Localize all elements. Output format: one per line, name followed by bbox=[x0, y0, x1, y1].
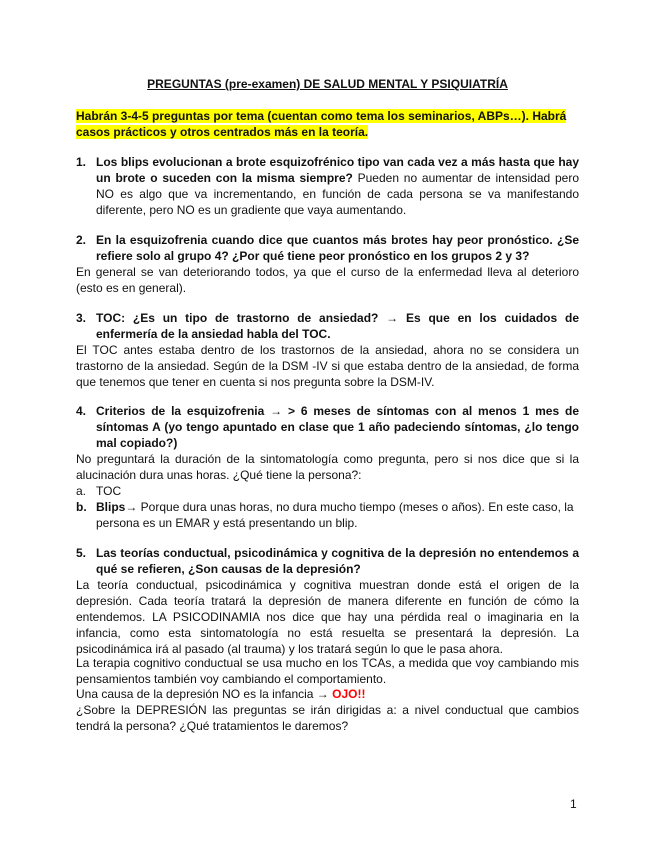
intro-paragraph bbox=[76, 108, 579, 140]
question-text: En la esquizofrenia cuando dice que cuantos más brotes hay peor pronóstico. ¿Se refiere solo al grupo 4? ¿Por qué tiene peor pronóstico en los grupos 2 y 3? bbox=[96, 233, 579, 263]
intro-highlight: Habrán 3-4-5 preguntas por tema (cuentan como tema los seminarios, ABPs…). Habrá casos prácticos y otros centrados más en la teoría. bbox=[76, 109, 567, 139]
answer-text: Una causa de la depresión NO es la infancia → bbox=[76, 687, 333, 701]
question-4 bbox=[76, 403, 579, 451]
warning-text: OJO!! bbox=[332, 687, 366, 701]
answer-4: No preguntará la duración de la sintomatología como pregunta, pero si nos dice que si la alucinación dura unas horas. ¿Qué tiene la persona?: bbox=[76, 452, 579, 482]
answer-5-p2: La terapia cognitivo conductual se usa mucho en los TCAs, a medida que voy cambiando mis pensamientos también voy cambiando el comportamiento. bbox=[76, 656, 579, 686]
option-text: TOC bbox=[96, 484, 122, 498]
option-bold: Blips bbox=[96, 500, 126, 514]
option-b bbox=[76, 499, 579, 531]
question-number: 1. bbox=[76, 155, 87, 169]
question-number: 4. bbox=[76, 404, 87, 418]
answer-5-p1: La teoría conductual, psicodinámica y cognitiva muestran donde está el origen de la depresión. Cada teoría tratará la depresión de manera diferente en función de cómo la entendemos. LA PSICODINAMIA nos dice que hay una pérdida real o imaginaria en la infancia, como esta sintomatología no está resuelta se presentará la depresión. La psicodinámica irá al pasado (al trauma) y los tratará según lo que le pasa ahora. bbox=[76, 578, 579, 656]
answer-2: En general se van deteriorando todos, ya que el curso de la enfermedad lleva al deterioro (esto es en general). bbox=[76, 265, 579, 295]
question-text: Las teorías conductual, psicodinámica y cognitiva de la depresión no entendemos a qué se refieren, ¿Son causas de la depresión? bbox=[96, 546, 579, 576]
question-number: 3. bbox=[76, 311, 87, 325]
question-3 bbox=[76, 310, 579, 342]
question-number: 5. bbox=[76, 546, 87, 560]
page-title: PREGUNTAS (pre-examen) DE SALUD MENTAL Y PSIQUIATRÍA bbox=[147, 77, 508, 91]
question-text: Los blips evolucionan a brote esquizofrénico tipo van cada vez a más hasta que hay un brote o suceden con la misma siempre? bbox=[96, 155, 579, 185]
page-number: 1 bbox=[570, 797, 577, 811]
answer-3: El TOC antes estaba dentro de los trastornos de la ansiedad, ahora no se considera un trastorno de la ansiedad. Según de la DSM -IV si que estaba dentro de la ansiedad, de forma que tenemos que tener en cuenta si nos pregunta sobre la DSM-IV. bbox=[76, 343, 579, 389]
question-number: 2. bbox=[76, 233, 87, 247]
answer-text: Pueden no aumentar de intensidad pero NO es algo que va incrementando, en función de cada persona se va manifestando diferente, pero NO es un gradiente que vaya aumentando. bbox=[96, 171, 579, 217]
answer-5-p3 bbox=[76, 686, 579, 702]
option-label: b. bbox=[76, 500, 87, 514]
question-text: TOC: ¿Es un tipo de trastorno de ansiedad? → Es que en los cuidados de enfermería de la ansiedad habla del TOC. bbox=[96, 311, 579, 341]
option-text: → Porque dura unas horas, no dura mucho tiempo (meses o años). En este caso, la persona es un EMAR y está presentando un blip. bbox=[96, 500, 574, 530]
option-label: a. bbox=[76, 484, 87, 498]
option-a bbox=[76, 483, 579, 499]
question-1 bbox=[76, 154, 579, 218]
answer-5-p4: ¿Sobre la DEPRESIÓN las preguntas se irán dirigidas a: a nivel conductual que cambios tendrá la persona? ¿Qué tratamientos le daremos? bbox=[76, 703, 579, 733]
question-2 bbox=[76, 232, 579, 264]
question-text: Criterios de la esquizofrenia → > 6 meses de síntomas con al menos 1 mes de síntomas A (yo tengo apuntado en clase que 1 año padeciendo síntomas, ¿lo tengo mal copiado?) bbox=[96, 404, 579, 450]
question-5 bbox=[76, 545, 579, 577]
